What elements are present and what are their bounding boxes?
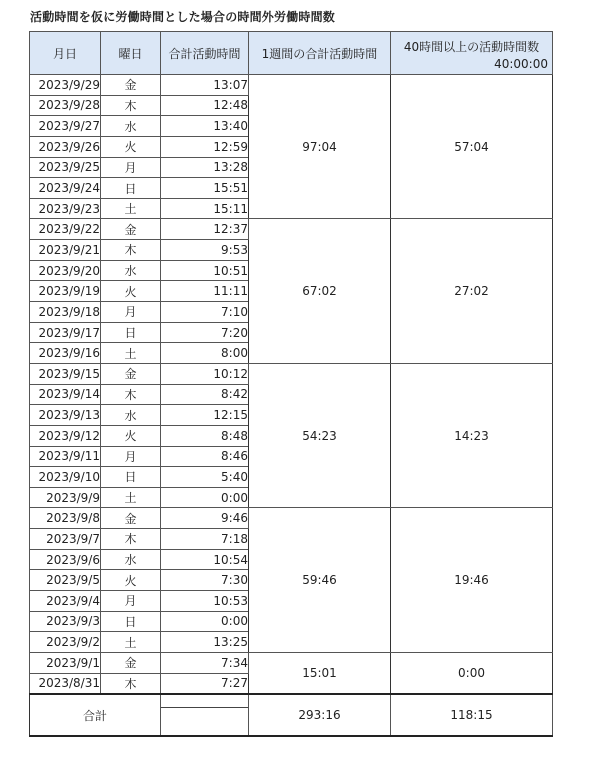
date-cell: 2023/9/21 — [30, 240, 101, 261]
dow-cell: 水 — [101, 116, 161, 137]
dow-cell: 月 — [101, 302, 161, 323]
weekly-total-cell: 67:02 — [249, 219, 391, 363]
date-cell: 2023/9/2 — [30, 632, 101, 653]
date-cell: 2023/9/20 — [30, 260, 101, 281]
activity-time-cell: 12:59 — [161, 136, 249, 157]
activity-time-cell: 9:53 — [161, 240, 249, 261]
activity-time-cell: 7:30 — [161, 570, 249, 591]
activity-time-cell: 7:34 — [161, 652, 249, 673]
dow-cell: 火 — [101, 136, 161, 157]
dow-cell: 木 — [101, 95, 161, 116]
dow-cell: 日 — [101, 322, 161, 343]
dow-cell: 金 — [101, 508, 161, 529]
dow-cell: 火 — [101, 425, 161, 446]
total-overtime: 118:15 — [391, 694, 553, 736]
activity-time-cell: 15:11 — [161, 198, 249, 219]
dow-cell: 金 — [101, 75, 161, 96]
date-cell: 2023/9/13 — [30, 405, 101, 426]
weekly-total-cell: 15:01 — [249, 652, 391, 694]
activity-time-cell: 8:46 — [161, 446, 249, 467]
dow-cell: 月 — [101, 157, 161, 178]
date-cell: 2023/9/19 — [30, 281, 101, 302]
activity-time-cell: 10:12 — [161, 363, 249, 384]
date-cell: 2023/8/31 — [30, 673, 101, 694]
activity-time-cell: 10:51 — [161, 260, 249, 281]
date-cell: 2023/9/12 — [30, 425, 101, 446]
activity-time-cell: 0:00 — [161, 611, 249, 632]
activity-time-cell: 8:42 — [161, 384, 249, 405]
date-cell: 2023/9/4 — [30, 591, 101, 612]
page-title: 活動時間を仮に労働時間とした場合の時間外労働時間数 — [30, 10, 336, 24]
header-row — [30, 32, 553, 75]
weekly-overtime-cell: 0:00 — [391, 652, 553, 694]
date-cell: 2023/9/14 — [30, 384, 101, 405]
activity-time-cell: 7:27 — [161, 673, 249, 694]
header-threshold: 40:00:00 — [494, 57, 548, 71]
date-cell: 2023/9/23 — [30, 198, 101, 219]
activity-time-cell: 10:53 — [161, 591, 249, 612]
date-cell: 2023/9/17 — [30, 322, 101, 343]
activity-time-cell: 7:20 — [161, 322, 249, 343]
date-cell: 2023/9/5 — [30, 570, 101, 591]
date-cell: 2023/9/24 — [30, 178, 101, 199]
table-row — [30, 508, 553, 529]
header-weekly: 1週間の合計活動時間 — [249, 32, 391, 75]
dow-cell: 水 — [101, 549, 161, 570]
activity-time-cell: 8:48 — [161, 425, 249, 446]
date-cell: 2023/9/9 — [30, 487, 101, 508]
activity-time-cell: 13:28 — [161, 157, 249, 178]
date-cell: 2023/9/16 — [30, 343, 101, 364]
total-label: 合計 — [30, 694, 161, 736]
activity-time-cell: 10:54 — [161, 549, 249, 570]
header-date: 月日 — [30, 32, 101, 75]
weekly-overtime-cell: 19:46 — [391, 508, 553, 652]
activity-time-cell: 7:18 — [161, 529, 249, 550]
activity-time-cell: 15:51 — [161, 178, 249, 199]
date-cell: 2023/9/8 — [30, 508, 101, 529]
dow-cell: 水 — [101, 405, 161, 426]
date-cell: 2023/9/10 — [30, 467, 101, 488]
total-blank-cell — [161, 694, 249, 736]
table-row — [30, 75, 553, 96]
total-weekly: 293:16 — [249, 694, 391, 736]
dow-cell: 金 — [101, 652, 161, 673]
activity-time-cell: 9:46 — [161, 508, 249, 529]
total-row — [30, 694, 553, 736]
header-dow: 曜日 — [101, 32, 161, 75]
activity-time-cell: 12:15 — [161, 405, 249, 426]
header-overtime — [391, 32, 553, 75]
date-cell: 2023/9/6 — [30, 549, 101, 570]
weekly-overtime-cell: 14:23 — [391, 363, 553, 507]
dow-cell: 土 — [101, 487, 161, 508]
weekly-overtime-cell: 57:04 — [391, 75, 553, 219]
header-total: 合計活動時間 — [161, 32, 249, 75]
dow-cell: 日 — [101, 467, 161, 488]
activity-time-cell: 13:40 — [161, 116, 249, 137]
dow-cell: 日 — [101, 178, 161, 199]
activity-time-cell: 5:40 — [161, 467, 249, 488]
dow-cell: 木 — [101, 240, 161, 261]
dow-cell: 木 — [101, 673, 161, 694]
weekly-overtime-cell: 27:02 — [391, 219, 553, 363]
table-row — [30, 363, 553, 384]
dow-cell: 金 — [101, 363, 161, 384]
weekly-total-cell: 97:04 — [249, 75, 391, 219]
activity-time-cell: 0:00 — [161, 487, 249, 508]
header-overtime-label: 40時間以上の活動時間数 — [403, 40, 540, 54]
date-cell: 2023/9/27 — [30, 116, 101, 137]
table-row — [30, 652, 553, 673]
table-row — [30, 219, 553, 240]
dow-cell: 月 — [101, 446, 161, 467]
dow-cell: 火 — [101, 281, 161, 302]
activity-time-cell: 8:00 — [161, 343, 249, 364]
overtime-table — [29, 31, 553, 737]
table-body — [30, 75, 553, 695]
activity-time-cell: 13:07 — [161, 75, 249, 96]
date-cell: 2023/9/25 — [30, 157, 101, 178]
dow-cell: 土 — [101, 343, 161, 364]
weekly-total-cell: 54:23 — [249, 363, 391, 507]
dow-cell: 月 — [101, 591, 161, 612]
date-cell: 2023/9/11 — [30, 446, 101, 467]
dow-cell: 土 — [101, 632, 161, 653]
date-cell: 2023/9/1 — [30, 652, 101, 673]
date-cell: 2023/9/3 — [30, 611, 101, 632]
dow-cell: 日 — [101, 611, 161, 632]
date-cell: 2023/9/28 — [30, 95, 101, 116]
date-cell: 2023/9/22 — [30, 219, 101, 240]
dow-cell: 土 — [101, 198, 161, 219]
activity-time-cell: 12:37 — [161, 219, 249, 240]
dow-cell: 金 — [101, 219, 161, 240]
dow-cell: 水 — [101, 260, 161, 281]
date-cell: 2023/9/18 — [30, 302, 101, 323]
date-cell: 2023/9/15 — [30, 363, 101, 384]
date-cell: 2023/9/26 — [30, 136, 101, 157]
date-cell: 2023/9/7 — [30, 529, 101, 550]
activity-time-cell: 13:25 — [161, 632, 249, 653]
dow-cell: 火 — [101, 570, 161, 591]
dow-cell: 木 — [101, 529, 161, 550]
dow-cell: 木 — [101, 384, 161, 405]
activity-time-cell: 12:48 — [161, 95, 249, 116]
activity-time-cell: 7:10 — [161, 302, 249, 323]
weekly-total-cell: 59:46 — [249, 508, 391, 652]
date-cell: 2023/9/29 — [30, 75, 101, 96]
activity-time-cell: 11:11 — [161, 281, 249, 302]
